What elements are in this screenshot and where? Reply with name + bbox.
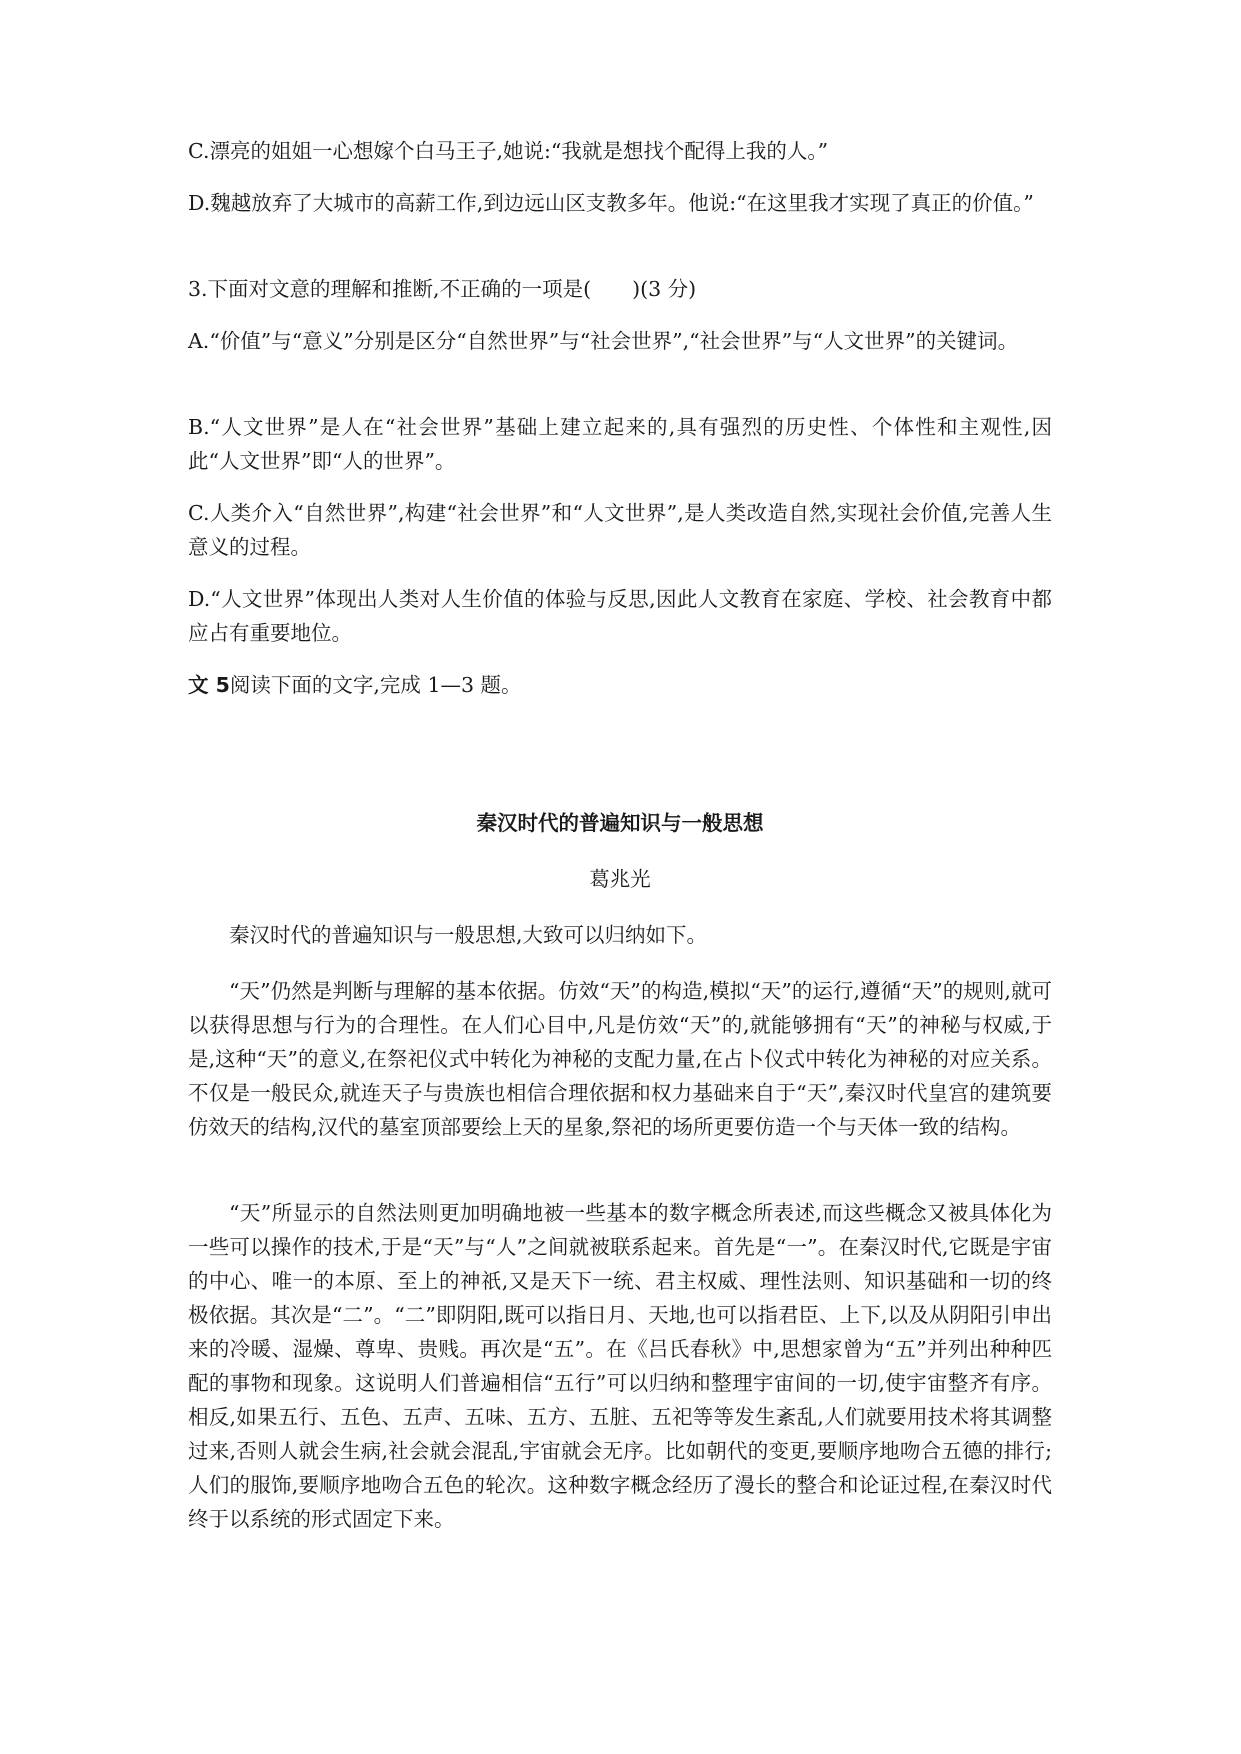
article-paragraph-1: 秦汉时代的普遍知识与一般思想,大致可以归纳如下。	[229, 923, 708, 947]
article-paragraph-3: “天”所显示的自然法则更加明确地被一些基本的数字概念所表述,而这些概念又被具体化为一些可以操作的技术,于是“天”与“人”之间就被联系起来。首先是“一”。在秦汉时代,它既是宇宙的中心、唯一的本原、至上的神祇,又是天下一统、君主权威、理性法则、知识基础和一切的终极依据。其次是“二”。“二”即阴阳,既可以指日月、天地,也可以指君臣、上下,以及从阴阳引申出来的冷暖、湿燥、尊卑、贵贱。再次是“五”。在《吕氏春秋》中,思想家曾为“五”并列出种种匹配的事物和现象。这说明人们普遍相信“五行”可以归纳和整理宇宙间的一切,使宇宙整齐有序。相反,如果五行、五色、五声、五味、五方、五脏、五祀等等发生紊乱,人们就要用技术将其调整过来,否则人就会生病,社会就会混乱,宇宙就会无序。比如朝代的变更,要顺序地吻合五德的排行;人们的服饰,要顺序地吻合五色的轮次。这种数字概念经历了漫长的整合和论证过程,在秦汉时代终于以系统的形式固定下来。	[188, 1201, 1052, 1531]
question-3-stem: 3.下面对文意的理解和推断,不正确的一项是( )(3 分)	[188, 277, 697, 301]
option-3c: C.人类介入“自然世界”,构建“社会世界”和“人文世界”,是人类改造自然,实现社会价值,完善人生意义的过程。	[188, 501, 1052, 559]
option-3a: A.“价值”与“意义”分别是区分“自然世界”与“社会世界”,“社会世界”与“人文世界”的关键词。	[188, 329, 1019, 353]
option-3d: D.“人文世界”体现出人类对人生价值的体验与反思,因此人文教育在家庭、学校、社会教育中都应占有重要地位。	[188, 587, 1052, 645]
option-2c: C.漂亮的姐姐一心想嫁个白马王子,她说:“我就是想找个配得上我的人。”	[188, 139, 829, 163]
option-2d: D.魏越放弃了大城市的高薪工作,到边远山区支教多年。他说:“在这里我才实现了真正的价值。”	[188, 191, 1034, 215]
article-title: 秦汉时代的普遍知识与一般思想	[476, 811, 764, 835]
section-heading	[188, 668, 1052, 702]
section-label: 文 5	[188, 673, 230, 697]
section-instruction: 阅读下面的文字,完成 1—3 题。	[229, 673, 522, 697]
article-paragraph-2: “天”仍然是判断与理解的基本依据。仿效“天”的构造,模拟“天”的运行,遵循“天”的规则,就可以获得思想与行为的合理性。在人们心目中,凡是仿效“天”的,就能够拥有“天”的神秘与权威,于是,这种“天”的意义,在祭祀仪式中转化为神秘的支配力量,在占卜仪式中转化为神秘的对应关系。不仅是一般民众,就连天子与贵族也相信合理依据和权力基础来自于“天”,秦汉时代皇宫的建筑要仿效天的结构,汉代的墓室顶部要绘上天的星象,祭祀的场所更要仿造一个与天体一致的结构。	[188, 979, 1052, 1139]
article-author: 葛兆光	[589, 867, 651, 891]
option-3b: B.“人文世界”是人在“社会世界”基础上建立起来的,具有强烈的历史性、个体性和主观性,因此“人文世界”即“人的世界”。	[188, 415, 1052, 473]
